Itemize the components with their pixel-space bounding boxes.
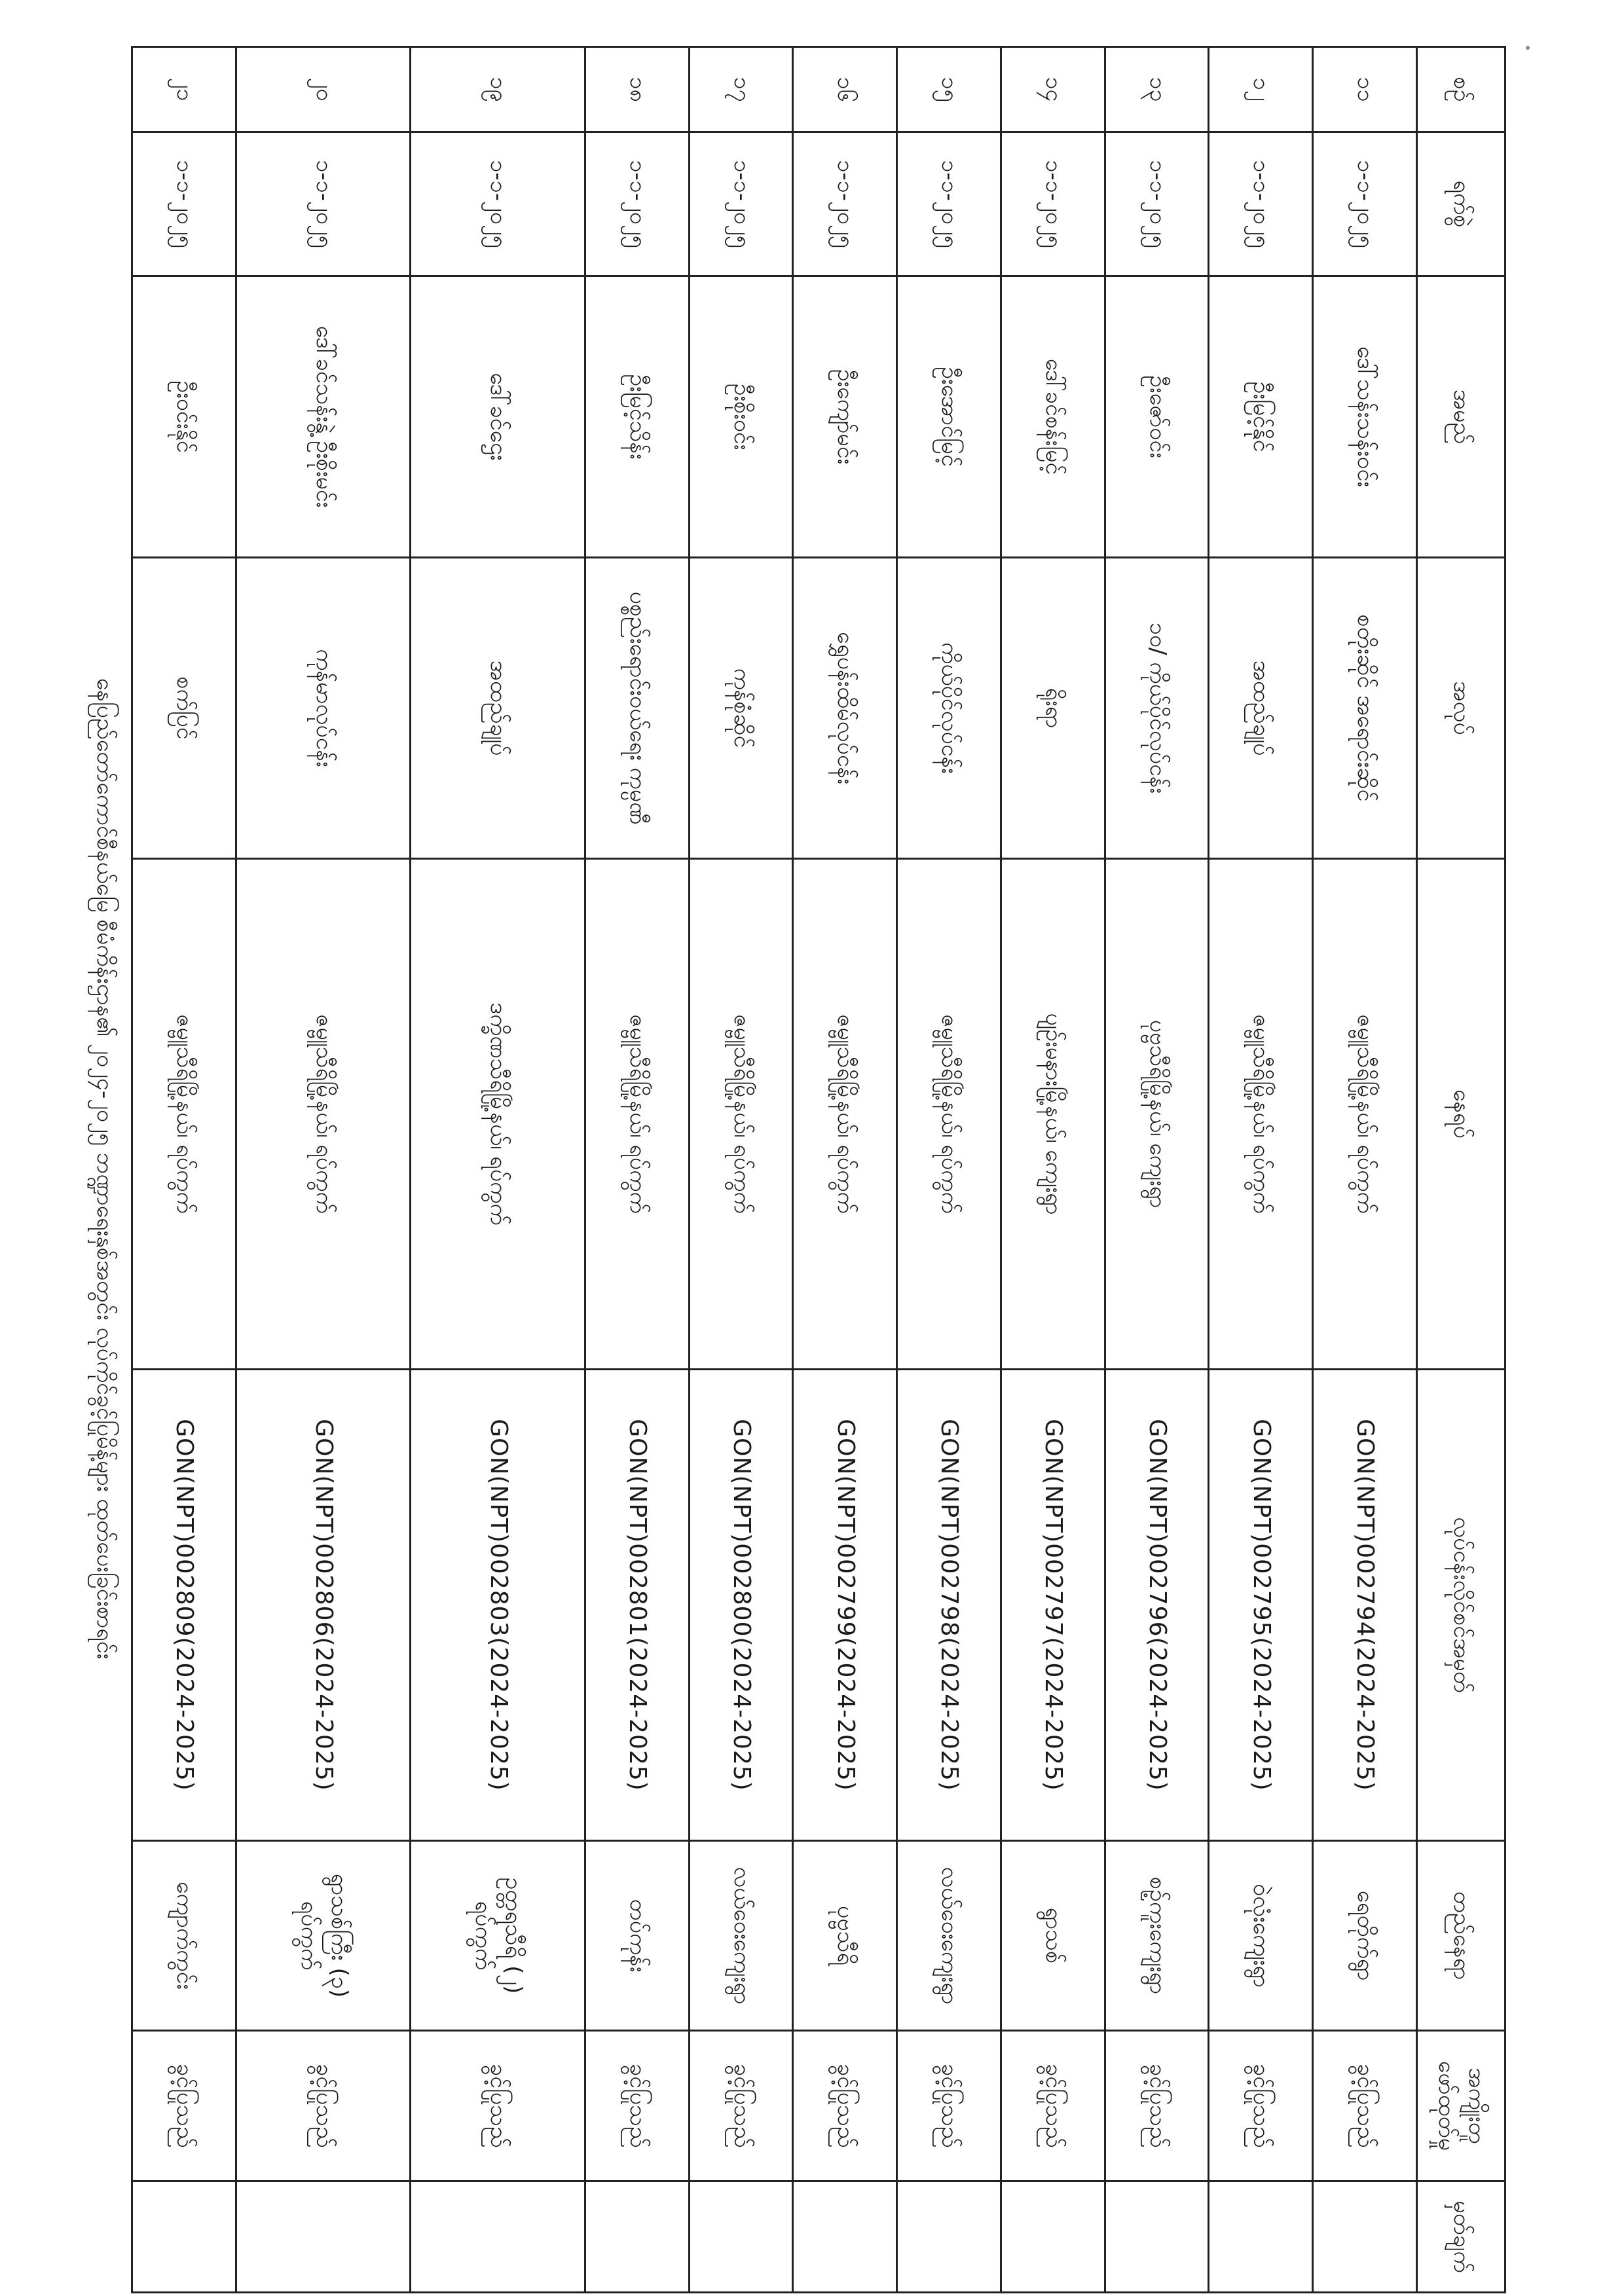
cell-job: ရိုးရာ (1001, 558, 1105, 859)
cell-job: အထည်ချုပ် (411, 558, 585, 859)
cell-date: ၁-၁-၂၀၂၅ (132, 132, 236, 276)
cell-type: ခွင့်ပြုသည် (1209, 2031, 1313, 2181)
cell-name: ဒေါ်ခင်သန်းနွဲ့ ဦးစိုးမင်း (236, 276, 411, 558)
cell-address: ပျဉ်းမနားမြို့နယ်၊ ကျေးရွာ (1001, 859, 1105, 1370)
cell-date: ၁-၁-၂၀၂၅ (236, 132, 411, 276)
cell-note (689, 2181, 793, 2293)
cell-name: ဦးမြင့်နိုင် (1209, 276, 1313, 558)
register-table (131, 46, 1506, 2293)
cell-gon: GON(NPT)002797(2024-2025) (1001, 1370, 1105, 1841)
cell-note (897, 2181, 1001, 2293)
cell-type: ခွင့်ပြုသည် (585, 2031, 690, 2181)
cell-gon: GON(NPT)002809(2024-2025) (132, 1370, 236, 1841)
cell-address: ဇမ္ဗူသီရိမြို့နယ်၊ ရပ်ကွက် (1209, 859, 1313, 1370)
cell-gon: GON(NPT)002798(2024-2025) (897, 1370, 1001, 1841)
cell-gon: GON(NPT)002799(2024-2025) (793, 1370, 897, 1841)
cell-location: ပုဗ္ဗသီရိ (793, 1841, 897, 2031)
scan-mark (1526, 46, 1530, 50)
cell-note (1001, 2181, 1105, 2293)
cell-address: ဇမ္ဗူသီရိမြို့နယ်၊ ရပ်ကွက် (236, 859, 411, 1370)
cell-location: လယ်ဝေးကျေးရွာ (689, 1841, 793, 2031)
cell-gon: GON(NPT)002803(2024-2025) (411, 1370, 585, 1841)
table-row (1209, 47, 1313, 2293)
cell-type: ခွင့်ပြုသည် (1105, 2031, 1209, 2181)
cell-note (793, 2181, 897, 2293)
cell-job: ကုန်မာလုပ်ငန်း (236, 558, 411, 859)
cell-type: ခွင့်ပြုသည် (689, 2031, 793, 2181)
cell-name: ဦးဝင်းနိုင် (132, 276, 236, 558)
cell-note (1313, 2181, 1417, 2293)
table-row (1001, 47, 1105, 2293)
cell-location: တပ်ကုန်း (585, 1841, 690, 2031)
cell-date: ၁-၁-၂၀၂၅ (689, 132, 793, 276)
cell-no: ၂၁ (132, 47, 236, 132)
table-row (411, 47, 585, 2293)
cell-name: ဦးစိုးဝင်း (689, 276, 793, 558)
cell-address: ဇမ္ဗူသီရိမြို့နယ်၊ ရပ်ကွက် (585, 859, 690, 1370)
table-row (689, 47, 793, 2293)
cell-no: ၁၃ (1105, 47, 1209, 132)
cell-type: ခွင့်ပြုသည် (897, 2031, 1001, 2181)
cell-no: ၁၉ (411, 47, 585, 132)
cell-no: ၁၇ (689, 47, 793, 132)
cell-job: အထည်ချုပ် (1209, 558, 1313, 859)
cell-gon: GON(NPT)002795(2024-2025) (1209, 1370, 1313, 1841)
cell-name: ဒေါ်ခင်စန်းမြင့် (1001, 276, 1105, 558)
cell-job: စတိုးဆိုင် အရောင်းဆိုင် (1313, 558, 1417, 859)
cell-name: ဦးမြင့်သိန်း (585, 276, 690, 558)
cell-note (132, 2181, 236, 2293)
header-no: စဉ် (1417, 47, 1505, 132)
table-row (897, 47, 1001, 2293)
cell-date: ၁-၁-၂၀၂၅ (793, 132, 897, 276)
cell-no: ၁၂ (1209, 47, 1313, 132)
cell-note (236, 2181, 411, 2293)
header-note: မှတ်ချက် (1417, 2181, 1505, 2293)
cell-location: ရေတိုက်ရွာ (1313, 1841, 1417, 2031)
cell-job: ရွှေပန်းထိမ်လုပ်ငန်း (793, 558, 897, 859)
cell-note (411, 2181, 585, 2293)
cell-address: ပုဗ္ဗသီရိမြို့နယ်၊ ကျေးရွာ (1105, 859, 1209, 1370)
cell-no: ၁၁ (1313, 47, 1417, 132)
table-row (793, 47, 897, 2293)
cell-date: ၁-၁-၂၀၂၅ (1313, 132, 1417, 276)
cell-name: ဒေါ်ခင်ဌေး (411, 276, 585, 558)
header-date: ရက်စွဲ (1417, 132, 1505, 276)
landscape-sheet (79, 46, 1506, 2291)
table-row (132, 47, 236, 2293)
cell-name: ဦးအောင်မြင့် (897, 276, 1001, 558)
cell-job: စက်ပြင် (132, 558, 236, 859)
cell-type: ခွင့်ပြုသည် (411, 2031, 585, 2181)
cell-no: ၁၆ (793, 47, 897, 132)
table-row (585, 47, 690, 2293)
cell-gon: GON(NPT)002796(2024-2025) (1105, 1370, 1209, 1841)
cell-address: ဇမ္ဗူသီရိမြို့နယ်၊ ရပ်ကွက် (132, 859, 236, 1370)
cell-no: ၁၄ (1001, 47, 1105, 132)
cell-note (1209, 2181, 1313, 2293)
header-job: အလုပ် (1417, 558, 1505, 859)
cell-no: ၂၀ (236, 47, 411, 132)
cell-type: ခွင့်ပြုသည် (132, 2031, 236, 2181)
cell-type: ခွင့်ပြုသည် (1313, 2031, 1417, 2181)
cell-location: ရွာသစ် (1001, 1841, 1105, 2031)
document-title: နေပြည်တော်ကောင်စီနယ်မြေ စီမံကိန်းဌာန၏ ၂၀၂၄-၂၀၂၅ ဘဏ္ဍာရေးနှစ်အတွင်း လုပ်ကိုင်ခွင့်ပြုမိန့်များ ထုတ်ပေးခြင်းစာရင်း (92, 678, 118, 1660)
cell-no: ၁၈ (585, 47, 690, 132)
cell-name: ဦးကျော်မင်း (793, 276, 897, 558)
header-license-number: လုပ်ငန်းလိုင်စင်အမှတ် (1417, 1370, 1505, 1841)
cell-address: ဇမ္ဗူသီရိမြို့နယ်၊ ရပ်ကွက် (897, 859, 1001, 1370)
cell-job: ၁၀/ ကိုယ်ပိုင်လုပ်ငန်း (1105, 558, 1209, 859)
cell-job: ကုန်စုံဆိုင် (689, 558, 793, 859)
cell-gon: GON(NPT)002801(2024-2025) (585, 1370, 690, 1841)
cell-location: ကျောက်ကွင်း (132, 1841, 236, 2031)
cell-gon: GON(NPT)002806(2024-2025) (236, 1370, 411, 1841)
cell-date: ၁-၁-၂၀၂၅ (897, 132, 1001, 276)
cell-date: ၁-၁-၂၀၂၅ (411, 132, 585, 276)
cell-job: ကိုယ်ပိုင်လုပ်ငန်း (897, 558, 1001, 859)
cell-type: ခွင့်ပြုသည် (793, 2031, 897, 2181)
cell-location: ဥတ္တရသီရိ (၂) ရပ်ကွက် (411, 1841, 585, 2031)
cell-type: ခွင့်ပြုသည် (236, 2031, 411, 2181)
table-row (236, 47, 411, 2293)
cell-date: ၁-၁-၂၀၂၅ (1001, 132, 1105, 276)
cell-gon: GON(NPT)002800(2024-2025) (689, 1370, 793, 1841)
table-body (132, 47, 1417, 2293)
header-row (1417, 47, 1505, 2293)
table-row (1313, 47, 1417, 2293)
header-location: တည်နေရာ (1417, 1841, 1505, 2031)
header-address: နေရပ် (1417, 859, 1505, 1370)
table-row (1105, 47, 1209, 2293)
cell-note (1105, 2181, 1209, 2293)
cell-address: ဇမ္ဗူသီရိမြို့နယ်၊ ရပ်ကွက် (793, 859, 897, 1370)
cell-gon: GON(NPT)002794(2024-2025) (1313, 1370, 1417, 1841)
cell-date: ၁-၁-၂၀၂၅ (585, 132, 690, 276)
cell-location: လယ်ဝေးကျေးရွာ (897, 1841, 1001, 2031)
header-name: အမည် (1417, 276, 1505, 558)
header-type: အကျိုးတူ ဖော်ထုတ်မှု (1417, 2031, 1505, 2181)
cell-name: ဒေါ်သန်းသန်းဝင်း (1313, 276, 1417, 558)
cell-address: ဒက္ခိဏသီရိမြို့နယ်၊ ရပ်ကွက် (411, 859, 585, 1370)
cell-address: ဇမ္ဗူသီရိမြို့နယ်၊ ရပ်ကွက် (1313, 859, 1417, 1370)
cell-job: ပစ္စည်းရောင်းဝယ်ရေး ကုမ္ပဏီ (585, 558, 690, 859)
cell-note (585, 2181, 690, 2293)
cell-type: ခွင့်ပြုသည် (1001, 2031, 1105, 2181)
cell-date: ၁-၁-၂၀၂၅ (1105, 132, 1209, 276)
cell-address: ဇမ္ဗူသီရိမြို့နယ်၊ ရပ်ကွက် (689, 859, 793, 1370)
cell-location: ဝဲလုံးကျေးရွာ (1209, 1841, 1313, 2031)
cell-no: ၁၅ (897, 47, 1001, 132)
cell-date: ၁-၁-၂၀၂၅ (1209, 132, 1313, 276)
cell-name: ဦးဇော်ဝင်း (1105, 276, 1209, 558)
cell-location: စဉ့်ကူးကျေးရွာ (1105, 1841, 1209, 2031)
cell-location: ရွာသစ်ကြီး (၃) ရပ်ကွက် (236, 1841, 411, 2031)
